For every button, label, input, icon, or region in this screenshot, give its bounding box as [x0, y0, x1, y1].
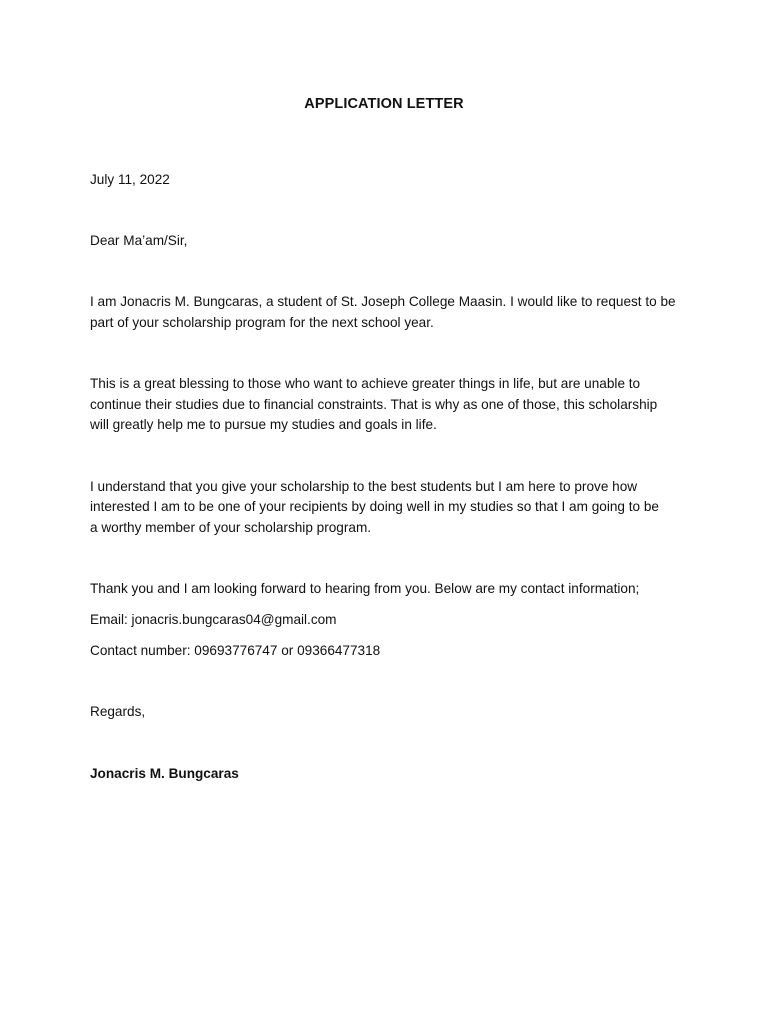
- closing-line: Thank you and I am looking forward to hearing from you. Below are my contact information;: [90, 581, 640, 596]
- signature-name: Jonacris M. Bungcaras: [90, 766, 239, 781]
- regards-line: Regards,: [90, 704, 146, 719]
- letter-date: July 11, 2022: [90, 172, 170, 187]
- paragraph-1-line-1: I am Jonacris M. Bungcaras, a student of St. Joseph College Maasin. I would like to request to be: [90, 294, 676, 309]
- paragraph-3-line-2: interested I am to be one of your recipients by doing well in my studies so that I am going to be: [90, 499, 659, 514]
- contact-number-line: Contact number: 09693776747 or 09366477318: [90, 643, 381, 658]
- email-line: Email: jonacris.bungcaras04@gmail.com: [90, 612, 337, 627]
- paragraph-3-line-1: I understand that you give your scholarship to the best students but I am here to prove how: [90, 479, 638, 494]
- letter-salutation: Dear Ma’am/Sir,: [90, 233, 188, 248]
- paragraph-2-line-2: continue their studies due to financial constraints. That is why as one of those, this scholarship: [90, 397, 658, 412]
- letter-title: APPLICATION LETTER: [304, 96, 464, 112]
- paragraph-2-line-3: will greatly help me to pursue my studies and goals in life.: [90, 417, 437, 432]
- paragraph-3-line-3: a worthy member of your scholarship program.: [90, 520, 372, 535]
- paragraph-1-line-2: part of your scholarship program for the next school year.: [90, 315, 434, 330]
- paragraph-2-line-1: This is a great blessing to those who want to achieve greater things in life, but are unable to: [90, 376, 641, 391]
